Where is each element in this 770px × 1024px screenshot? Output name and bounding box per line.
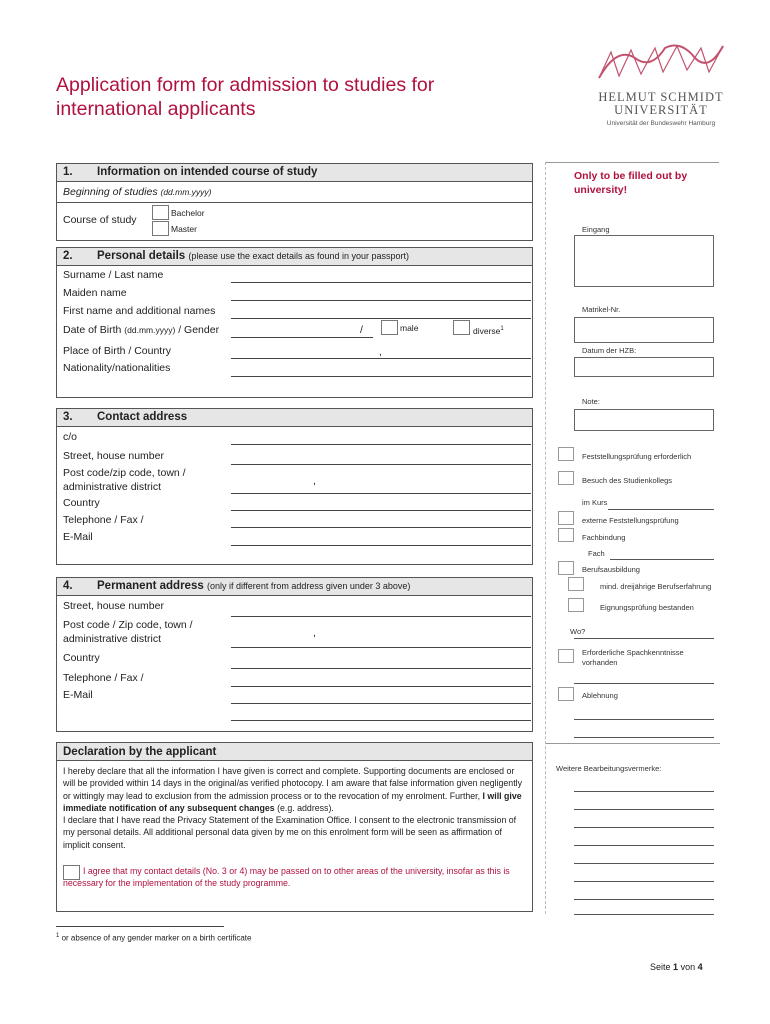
page-total: 4 bbox=[697, 962, 703, 972]
gender-diverse-label bbox=[473, 326, 504, 336]
dob-hint: (dd.mm.yyyy) bbox=[124, 325, 176, 335]
note-box[interactable] bbox=[574, 409, 714, 431]
dob-text: Date of Birth bbox=[63, 324, 122, 336]
section-3-header bbox=[57, 409, 532, 427]
logo-subtitle: Universität der Bundeswehr Hamburg bbox=[606, 120, 716, 127]
dob-field[interactable] bbox=[231, 337, 373, 338]
section-2-number: 2. bbox=[63, 250, 73, 262]
section-4-note: (only if different from address given under 3 above) bbox=[206, 581, 411, 591]
maiden-name-field[interactable] bbox=[231, 300, 531, 301]
fach-label: Fach bbox=[588, 549, 605, 558]
footnote-mark: 1 bbox=[56, 933, 60, 939]
section-1-number: 1. bbox=[63, 166, 73, 178]
berufserfahrung-label: mind. dreijährige Berufserfahrung bbox=[600, 582, 712, 591]
berufsausbildung-label: Berufsausbildung bbox=[582, 565, 640, 574]
panel-divider bbox=[546, 743, 720, 744]
gender-male-label: male bbox=[400, 323, 419, 333]
page-title bbox=[56, 73, 526, 121]
berufserfahrung-checkbox[interactable] bbox=[568, 577, 584, 591]
externe-checkbox[interactable] bbox=[558, 511, 574, 525]
bearbeitung-line-7[interactable] bbox=[574, 899, 714, 900]
section-permanent-address bbox=[56, 577, 533, 732]
studienkolleg-label: Besuch des Studienkollegs bbox=[582, 476, 673, 485]
declaration-title: Declaration by the applicant bbox=[57, 743, 532, 761]
logo-name-line-2: UNIVERSITÄT bbox=[614, 103, 708, 117]
eignungspruefung-label: Eignungsprüfung bestanden bbox=[600, 603, 694, 612]
course-of-study-label: Course of study bbox=[63, 214, 137, 226]
bearbeitung-line-6[interactable] bbox=[574, 881, 714, 882]
maiden-name-label: Maiden name bbox=[63, 287, 127, 299]
page-current: 1 bbox=[673, 962, 679, 972]
declaration-p2: I declare that I have read the Privacy Statement of the Examination Office. I consent to the electronic transmission of my personal details. All additional personal data given by me on this enrolment form will be seen as affirmation of implicit consent. bbox=[63, 815, 517, 850]
section-4-title-text: Permanent address bbox=[97, 580, 204, 592]
first-name-field[interactable] bbox=[231, 318, 531, 319]
perm-telephone-label: Telephone / Fax / bbox=[63, 672, 144, 684]
bearbeitung-label: Weitere Bearbeitungsvermerke: bbox=[556, 764, 662, 773]
eingang-label: Eingang bbox=[582, 225, 610, 234]
page-sep: von bbox=[680, 962, 696, 972]
section-4-title bbox=[97, 580, 410, 592]
section-1-title: Information on intended course of study bbox=[97, 166, 318, 178]
section-1-header bbox=[57, 164, 532, 182]
separator-line bbox=[574, 683, 714, 684]
section-course-info bbox=[56, 163, 533, 241]
datum-hzb-label: Datum der HZB: bbox=[582, 346, 637, 355]
surname-field[interactable] bbox=[231, 282, 531, 283]
section-2-header bbox=[57, 248, 532, 266]
perm-postcode-label-2: administrative district bbox=[63, 633, 162, 645]
perm-email-label: E-Mail bbox=[63, 689, 93, 701]
section-2-note: (please use the exact details as found in your passport) bbox=[188, 251, 410, 261]
perm-telephone-field[interactable] bbox=[231, 686, 531, 687]
sprachkenntnisse-checkbox[interactable] bbox=[558, 649, 574, 663]
divider bbox=[57, 202, 532, 203]
country-label: Country bbox=[63, 497, 100, 509]
footnote-rule bbox=[56, 926, 224, 927]
email-label: E-Mail bbox=[63, 531, 93, 543]
matrikel-label: Matrikel-Nr. bbox=[582, 305, 621, 314]
bearbeitung-line-2[interactable] bbox=[574, 809, 714, 810]
fach-field[interactable] bbox=[610, 559, 714, 560]
perm-email-field[interactable] bbox=[231, 703, 531, 704]
section-4-number: 4. bbox=[63, 580, 73, 592]
university-use-panel bbox=[545, 162, 719, 914]
footnote bbox=[56, 933, 251, 943]
bearbeitung-line-5[interactable] bbox=[574, 863, 714, 864]
title-line-1: Application form for admission to studies for bbox=[56, 74, 435, 96]
nationality-field[interactable] bbox=[231, 376, 531, 377]
bachelor-checkbox[interactable] bbox=[152, 205, 169, 220]
bearbeitung-line-8[interactable] bbox=[574, 914, 714, 915]
section-2-title-text: Personal details bbox=[97, 250, 186, 262]
section-personal-details bbox=[56, 247, 533, 398]
feststellung-label: Feststellungsprüfung erforderlich bbox=[582, 452, 692, 461]
externe-label: externe Feststellungsprüfung bbox=[582, 516, 679, 525]
im-kurs-label: im Kurs bbox=[582, 498, 608, 507]
master-label: Master bbox=[171, 224, 197, 234]
place-of-birth-field[interactable] bbox=[231, 358, 531, 359]
diverse-text: diverse bbox=[473, 326, 501, 336]
dob-gender-separator: / bbox=[360, 324, 363, 336]
country-field[interactable] bbox=[231, 510, 531, 511]
studienkolleg-checkbox[interactable] bbox=[558, 471, 574, 485]
street-field[interactable] bbox=[231, 464, 531, 465]
perm-postcode-field[interactable] bbox=[231, 647, 531, 648]
ablehnung-line-2[interactable] bbox=[574, 737, 714, 738]
fachbindung-label: Fachbindung bbox=[582, 533, 626, 542]
perm-street-label: Street, house number bbox=[63, 600, 164, 612]
diverse-footnote-mark: 1 bbox=[500, 326, 504, 333]
consent-text bbox=[63, 865, 523, 890]
co-field[interactable] bbox=[231, 444, 531, 445]
berufsausbildung-checkbox[interactable] bbox=[558, 561, 574, 575]
nationality-label: Nationality/nationalities bbox=[63, 362, 171, 374]
postcode-label-1: Post code/zip code, town / bbox=[63, 467, 186, 479]
ablehnung-line-1[interactable] bbox=[574, 719, 714, 720]
section-contact-address bbox=[56, 408, 533, 565]
beginning-of-studies-label bbox=[63, 186, 212, 198]
declaration-p1-a: I hereby declare that all the information I have given is correct and complete. Supporting documents are enclosed or will be provided within 14 days in the original/as verified photocopy. I am aware that false information given negligently or wittingly may lead to exclusion from the admission process or to the revocation of my enrolment. Further, bbox=[63, 766, 522, 801]
perm-postcode-town-separator: , bbox=[313, 627, 316, 639]
wo-label: Wo? bbox=[570, 627, 586, 636]
ablehnung-label: Ablehnung bbox=[582, 691, 618, 700]
consent-statement: I agree that my contact details (No. 3 or 4) may be passed on to other areas of the university, insofar as this is necessary for the implementation of the study programme. bbox=[63, 866, 510, 889]
master-checkbox[interactable] bbox=[152, 221, 169, 236]
sprachkenntnisse-label: Erforderliche Spachkenntnisse vorhanden bbox=[582, 648, 684, 667]
title-line-2: international applicants bbox=[56, 98, 256, 120]
declaration-text bbox=[63, 765, 523, 851]
surname-label: Surname / Last name bbox=[63, 269, 164, 281]
bearbeitung-line-3[interactable] bbox=[574, 827, 714, 828]
page-prefix: Seite bbox=[650, 962, 671, 972]
perm-postcode-label-1: Post code / Zip code, town / bbox=[63, 619, 193, 631]
logo-emblem-icon bbox=[597, 42, 725, 84]
bearbeitung-line-1[interactable] bbox=[574, 791, 714, 792]
declaration-p1-bold: I will give immediate notification of any subsequent changes bbox=[63, 790, 522, 813]
postcode-town-separator: , bbox=[313, 475, 316, 487]
email-field[interactable] bbox=[231, 545, 531, 546]
telephone-field[interactable] bbox=[231, 527, 531, 528]
place-country-separator: , bbox=[379, 346, 382, 358]
perm-street-field[interactable] bbox=[231, 616, 531, 617]
feststellung-checkbox[interactable] bbox=[558, 447, 574, 461]
first-name-label: First name and additional names bbox=[63, 305, 216, 317]
im-kurs-field[interactable] bbox=[608, 509, 714, 510]
gender-diverse-checkbox[interactable] bbox=[453, 320, 470, 335]
postcode-label-2: administrative district bbox=[63, 481, 162, 493]
ablehnung-checkbox[interactable] bbox=[558, 687, 574, 701]
postcode-field[interactable] bbox=[231, 493, 531, 494]
wo-field[interactable] bbox=[574, 638, 714, 639]
declaration-section bbox=[56, 742, 533, 912]
university-panel-heading: Only to be filled out by university! bbox=[574, 170, 688, 196]
beginning-label-text: Beginning of studies bbox=[63, 186, 158, 198]
perm-country-field[interactable] bbox=[231, 668, 531, 669]
page-number bbox=[650, 962, 703, 972]
university-logo bbox=[597, 42, 727, 132]
declaration-p1-b: (e.g. address). bbox=[274, 802, 334, 813]
section-2-title bbox=[97, 250, 409, 262]
gender-male-checkbox[interactable] bbox=[381, 320, 398, 335]
perm-extra-field[interactable] bbox=[231, 720, 531, 721]
gender-text: / Gender bbox=[178, 324, 220, 336]
fachbindung-checkbox[interactable] bbox=[558, 528, 574, 542]
eingang-box[interactable] bbox=[574, 235, 714, 287]
place-of-birth-label: Place of Birth / Country bbox=[63, 345, 171, 357]
co-label: c/o bbox=[63, 431, 78, 443]
section-4-header bbox=[57, 578, 532, 596]
matrikel-box[interactable] bbox=[574, 317, 714, 343]
note-label: Note: bbox=[582, 397, 600, 406]
bachelor-label: Bachelor bbox=[171, 208, 205, 218]
eignungspruefung-checkbox[interactable] bbox=[568, 598, 584, 612]
logo-name-line-1: HELMUT SCHMIDT bbox=[598, 90, 724, 104]
street-label: Street, house number bbox=[63, 450, 164, 462]
telephone-label: Telephone / Fax / bbox=[63, 514, 144, 526]
section-3-title: Contact address bbox=[97, 411, 188, 423]
dob-label bbox=[63, 324, 219, 336]
footnote-text: or absence of any gender marker on a birth certificate bbox=[61, 933, 252, 943]
perm-country-label: Country bbox=[63, 652, 100, 664]
section-3-number: 3. bbox=[63, 411, 73, 423]
bearbeitung-line-4[interactable] bbox=[574, 845, 714, 846]
beginning-hint: (dd.mm.yyyy) bbox=[160, 187, 212, 197]
datum-hzb-box[interactable] bbox=[574, 357, 714, 377]
